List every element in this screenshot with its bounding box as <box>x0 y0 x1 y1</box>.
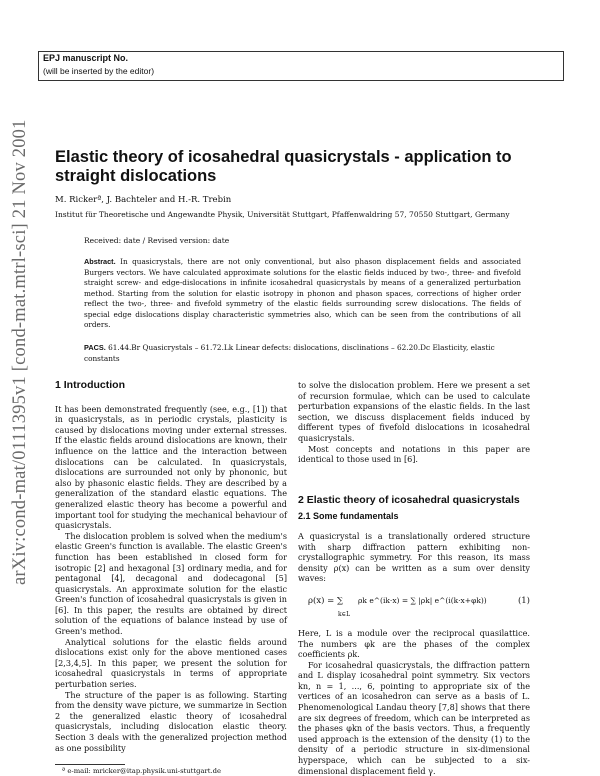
right-column <box>298 380 530 776</box>
body-paragraph: to solve the dislocation problem. Here we present a set of recursion formulae, which can be used to calculate perturbation expansions of the elastic fields. In the last section, we discuss displacement fields induced by different types of fivefold dislocations in icosahedral quasicrystals. <box>298 380 530 443</box>
abstract-label: Abstract. <box>84 257 116 266</box>
section-1-heading: 1 Introduction <box>55 379 125 391</box>
intro-paragraph: It has been demonstrated frequently (see, e.g., [1]) that in quasicrystals, as in periodic crystals, plasticity is caused by dislocations moving under external stresses. If the elastic fields around dislocations are known, their influence on the lattice and the interaction between dislocations can be calculated. In quasicrystals, dislocations are surrounded not only by phononic, but also by phasonic elastic fields. They are described by a generalization of the standard elastic equations. The generalized elastic theory has become a powerful and important tool for studying the mechanical behaviour of quasicrystals. <box>55 403 287 531</box>
intro-paragraph: The dislocation problem is solved when the medium's elastic Green's function is available. The elastic Green's function has been established in closed form for isotropic [2] and hexagonal [3] ordinary media, and for pentagonal [4], decagonal and dodecagonal [5] quasicrystals. An approximate solution for the elastic Green's function of icosahedral quasicrystals is given in [6]. In this paper, the results are obtained by direct solution of the equations of balance instead by use of Green's method. <box>55 530 287 637</box>
left-column <box>55 380 287 753</box>
pacs-label: PACS. <box>84 343 106 352</box>
affiliation: Institut für Theoretische und Angewandte Physik, Universität Stuttgart, Pfaffenwaldring 57, 70550 Stuttgart, Germany <box>55 210 510 219</box>
intro-paragraph: The structure of the paper is as following. Starting from the density wave picture, we summarize in Section 2 the generalized elastic theory of icosahedral quasicrystals, including dislocation elastic theory. Section 3 deals with the generalized projection method as one possibility <box>55 689 287 753</box>
authors: M. Rickerª, J. Bachteler and H.-R. Trebin <box>55 195 232 205</box>
body-paragraph: Most concepts and notations in this paper are identical to those used in [6]. <box>298 443 530 465</box>
footnote-rule <box>55 764 125 765</box>
journal-label: EPJ manuscript No. <box>43 53 129 63</box>
arxiv-stamp[interactable]: arXiv:cond-mat/0111395v1 [cond-mat.mtrl-sci] 21 Nov 2001 <box>10 119 30 585</box>
equation-1 <box>298 592 530 622</box>
pacs <box>84 343 521 364</box>
paper-title: Elastic theory of icosahedral quasicrystals - application to straight dislocations <box>55 148 512 185</box>
editor-note: (will be inserted by the editor) <box>43 66 155 76</box>
abstract-text: In quasicrystals, there are not only conventional, but also phason displacement fields and associated Burgers vectors. We have calculated approximate solutions for the elastic fields induced by two-, three- and fivefold straight screw- and edge-dislocations in infinite icosahedral quasicrystals by means of a generalized perturbation method. Starting from the solution for elastic isotropy in phonon and phason spaces, corrections of higher order reflect the two-, three- and fivefold symmetry of the elastic fields surrounding screw dislocations. The fields of special edge dislocations display characteristic symmetries also, which can be seen from the contributions of all orders. <box>84 257 521 329</box>
intro-paragraph: Analytical solutions for the elastic fields around dislocations exist only for the above mentioned cases [2,3,4,5]. In this paper, we present the solution for icosahedral quasicrystals in terms of appropriate perturbation series. <box>55 636 287 690</box>
body-paragraph: For icosahedral quasicrystals, the diffraction pattern and L display icosahedral point symmetry. Six vectors kn, n = 1, ..., 6, pointing to appropriate six of the vertices of an icosahedron can serve as a basis of L. Phenomenological Landau theory [7,8] shows that there are six degrees of freedom, which can be interpreted as the phases φkn of the basis vectors. Thus, a frequently used approach is the extension of the density (1) to the density of a periodic structure in six-dimensional hyperspace, which can be subjected to a six-dimensional displacement field γ. <box>298 659 530 776</box>
equation-lhs: ρ(x) = ∑ <box>308 595 344 606</box>
body-paragraph: A quasicrystal is a translationally ordered structure with sharp diffraction pattern exhibiting non-crystallographic symmetry. For this reason, its mass density ρ(x) can be written as a sum over density waves: <box>298 530 530 584</box>
body-paragraph: Here, L is a module over the reciprocal quasilattice. The numbers φk are the phases of the complex coefficients ρk. <box>298 627 530 660</box>
pacs-text: 61.44.Br Quasicrystals – 61.72.Lk Linear defects: dislocations, disclinations – 62.20.Dc Elasticity, elastic constants <box>84 343 495 363</box>
footnote-email[interactable]: ª e-mail: mricker@itap.physik.uni-stuttgart.de <box>62 767 222 775</box>
subsection-heading: 2.1 Some fundamentals <box>298 511 399 522</box>
received-date: Received: date / Revised version: date <box>84 236 230 245</box>
equation-number: (1) <box>517 595 530 606</box>
abstract <box>84 257 521 331</box>
equation-body: ρk e^(ik·x) = ∑ |ρk| e^(i(k·x+φk)) <box>358 595 487 605</box>
section-2-heading: 2 Elastic theory of icosahedral quasicrystals <box>298 493 520 506</box>
equation-subscript: k∈L <box>338 610 351 618</box>
